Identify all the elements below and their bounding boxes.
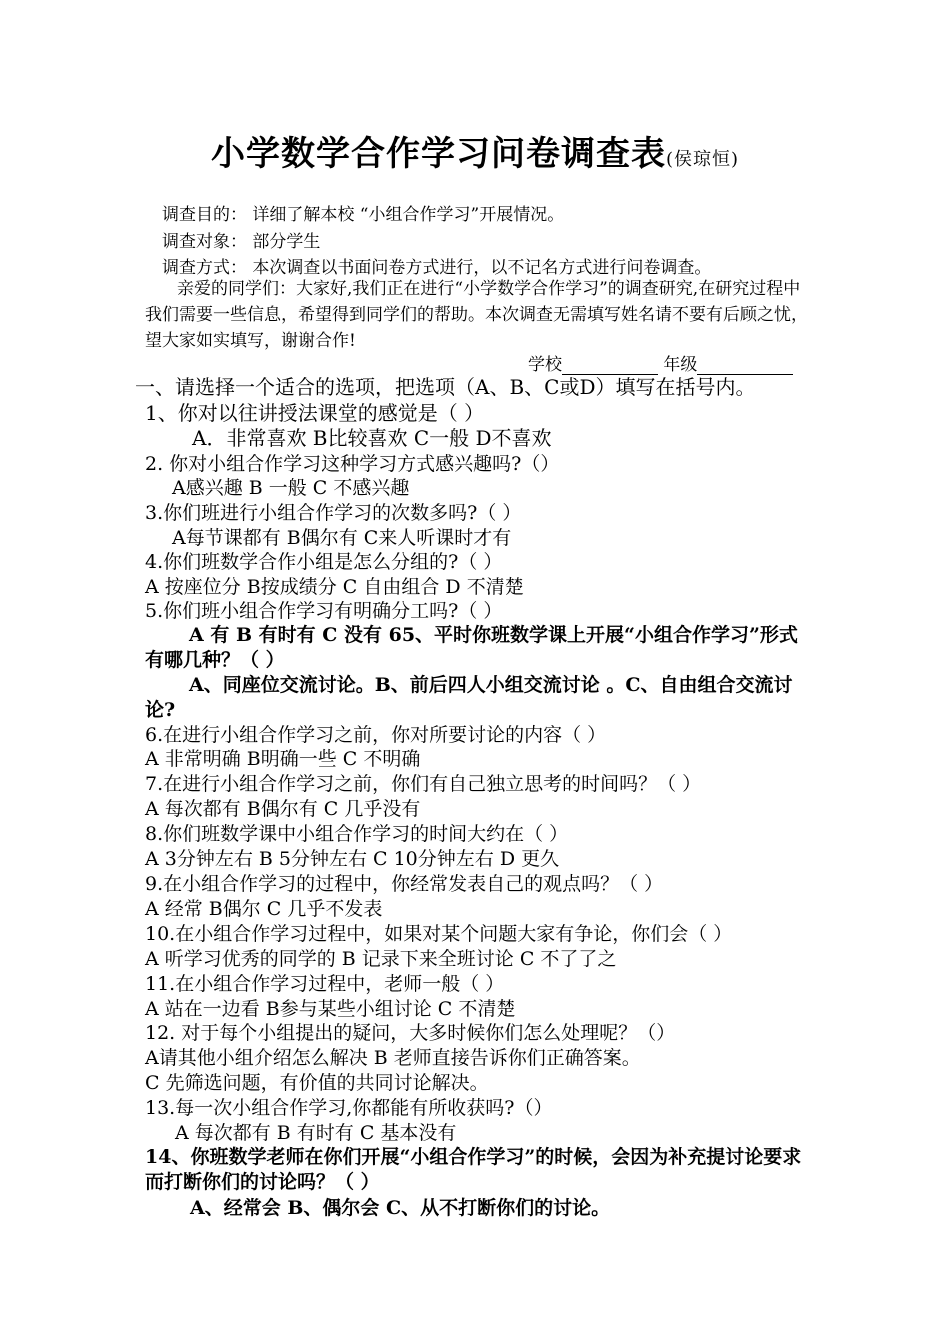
question-4: 4.你们班数学合作小组是怎么分组的?（ ） xyxy=(145,551,503,573)
title-text: 小学数学合作学习问卷调查表 xyxy=(210,134,666,174)
intro-method: 调查方式： 本次调查以书面问卷方式进行，以不记名方式进行问卷调查。 xyxy=(162,258,712,278)
intro-purpose: 调查目的： 详细了解本校 “小组合作学习”开展情况。 xyxy=(162,205,565,225)
grade-label: 年级 xyxy=(663,355,698,375)
intro-greeting xyxy=(145,276,815,354)
question-12: 12. 对于每个小组提出的疑问，大多时候你们怎么处理呢？（） xyxy=(145,1022,676,1044)
options-12: A请其他小组介绍怎么解决 B 老师直接告诉你们正确答案。 xyxy=(145,1047,641,1069)
options-1: A．非常喜欢 B比较喜欢 C一般 D不喜欢 xyxy=(192,426,552,450)
section-heading: 一、请选择一个适合的选项，把选项（A、B、C或D）填写在括号内。 xyxy=(135,375,756,399)
options-12-c: C 先筛选问题，有价值的共同讨论解决。 xyxy=(145,1072,489,1094)
author-name: (侯琼恒) xyxy=(665,149,740,170)
options-10: A 听学习优秀的同学的 B 记录下来全班讨论 C 不了了之 xyxy=(145,948,617,970)
school-label: 学校 xyxy=(528,355,562,375)
options-13: A 每次都有 B 有时有 C 基本没有 xyxy=(175,1122,457,1144)
question-3: 3.你们班进行小组合作学习的次数多吗?（ ） xyxy=(145,502,522,524)
options-7: A 每次都有 B偶尔有 C 几乎没有 xyxy=(145,798,421,820)
question-14: 14、你班数学老师在你们开展“小组合作学习”的时候，会因为补充提讨论要求而打断你们的讨论吗？（ ） xyxy=(145,1146,802,1193)
options-2: A感兴趣 B 一般 C 不感兴趣 xyxy=(172,477,410,499)
document-title xyxy=(0,126,950,175)
question-7: 7.在进行小组合作学习之前，你们有自己独立思考的时间吗？（ ） xyxy=(145,773,702,795)
question-9: 9.在小组合作学习的过程中，你经常发表自己的观点吗？（ ） xyxy=(145,873,664,895)
question-11: 11.在小组合作学习过程中，老师一般（ ） xyxy=(145,973,505,995)
question-6: 6.在进行小组合作学习之前，你对所要讨论的内容（ ） xyxy=(145,724,607,746)
school-grade-fields xyxy=(528,350,793,375)
options-4: A 按座位分 B按成绩分 C 自由组合 D 不清楚 xyxy=(145,576,524,598)
options-5-and-question-extra xyxy=(145,623,810,673)
question-8: 8.你们班数学课中小组合作学习的时间大约在（ ） xyxy=(145,823,569,845)
options-9: A 经常 B偶尔 C 几乎不发表 xyxy=(145,898,383,920)
options-extra xyxy=(145,673,810,723)
question-10: 10.在小组合作学习过程中，如果对某个问题大家有争论，你们会（ ） xyxy=(145,923,733,945)
options-6: A 非常明确 B明确一些 C 不明确 xyxy=(145,748,421,770)
intro-target: 调查对象： 部分学生 xyxy=(162,232,321,252)
options-14: A、经常会 B、偶尔会 C、从不打断你们的讨论。 xyxy=(190,1197,611,1219)
grade-blank[interactable] xyxy=(697,356,793,375)
question-13: 13.每一次小组合作学习,你都能有所收获吗?（） xyxy=(145,1097,553,1119)
options-8: A 3分钟左右 B 5分钟左右 C 10分钟左右 D 更久 xyxy=(145,848,560,870)
school-blank[interactable] xyxy=(562,356,658,375)
question-1: 1、你对以往讲授法课堂的感觉是（ ） xyxy=(145,401,485,425)
options-3: A每节课都有 B偶尔有 C来人听课时才有 xyxy=(172,527,512,549)
options-5-text: A 有 B 有时有 C 没有 65、平时你班数学课上开展“小组合作学习”形式有哪几种？（ ） xyxy=(145,624,798,671)
question-5: 5.你们班小组合作学习有明确分工吗?（ ） xyxy=(145,600,503,622)
options-11: A 站在一边看 B参与某些小组讨论 C 不清楚 xyxy=(145,998,516,1020)
question-2: 2. 你对小组合作学习这种学习方式感兴趣吗?（） xyxy=(145,453,560,475)
options-extra-text: A、同座位交流讨论。B、前后四人小组交流讨论 。C、自由组合交流讨论? xyxy=(145,674,793,721)
greeting-text: 亲爱的同学们：大家好,我们正在进行“小学数学合作学习”的调查研究,在研究过程中我们需要一些信息，希望得到同学们的帮助。本次调查无需填写姓名请不要有后顾之忧，望大家如实填写，谢谢合作! xyxy=(145,279,808,351)
